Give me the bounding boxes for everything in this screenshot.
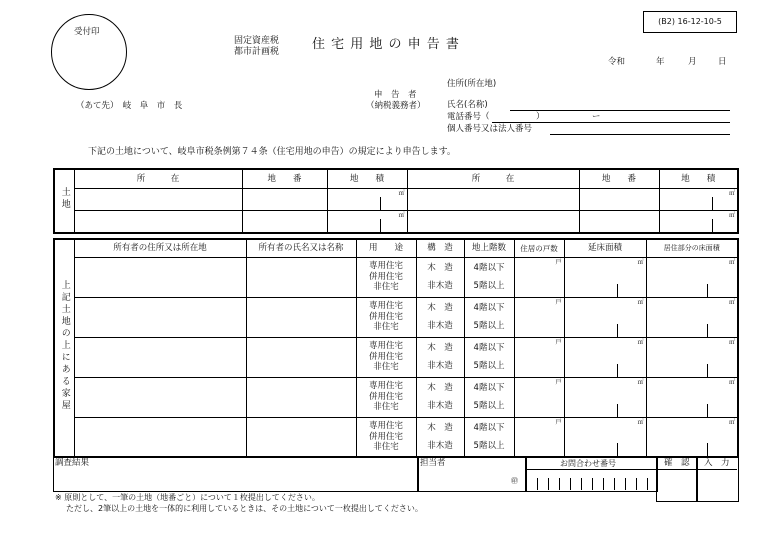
house-header-owner-address: 所有者の住所又は所在地 — [74, 239, 246, 257]
note-2: ただし、2筆以上の土地を一体的に利用しているときは、その土地について一枚提出してください。 — [66, 504, 423, 513]
land-area-input[interactable]: ㎡ — [327, 189, 407, 211]
owner-address-input[interactable] — [74, 337, 246, 377]
staff-label: 担当者 — [420, 458, 446, 468]
structure-options[interactable]: 木 造 非木造 — [416, 257, 464, 297]
date-day: 日 — [718, 57, 727, 67]
date-year: 年 — [656, 57, 665, 67]
reception-stamp-circle — [51, 14, 127, 90]
inquiry-divider — [525, 469, 656, 470]
house-header-owner-name: 所有者の氏名又は名称 — [246, 239, 356, 257]
residential-area-input[interactable]: ㎡ — [646, 377, 738, 417]
phone-close: ） — [536, 112, 545, 122]
owner-address-input[interactable] — [74, 297, 246, 337]
use-options[interactable]: 専用住宅 併用住宅 非住宅 — [356, 257, 416, 297]
residential-area-input[interactable]: ㎡ — [646, 297, 738, 337]
digit-tick — [592, 478, 593, 490]
use-options[interactable]: 専用住宅 併用住宅 非住宅 — [356, 297, 416, 337]
id-number-label: 個人番号又は法人番号 — [447, 124, 533, 134]
house-header-structure: 構 造 — [416, 239, 464, 257]
owner-name-input[interactable] — [246, 337, 356, 377]
structure-options[interactable]: 木 造 非木造 — [416, 417, 464, 457]
document-title: 住 宅 用 地 の 申 告 書 — [312, 37, 460, 52]
digit-tick — [537, 478, 538, 490]
households-input[interactable]: 戸 — [514, 377, 564, 417]
land-location-input-3[interactable] — [74, 211, 242, 233]
structure-options[interactable]: 木 造 非木造 — [416, 337, 464, 377]
survey-result-box[interactable] — [53, 457, 419, 492]
confirm-label: 確 認 — [664, 458, 690, 468]
land-header-lot-number-2: 地 番 — [579, 169, 659, 189]
house-header-households: 住居の戸数 — [514, 239, 564, 257]
floor-options[interactable]: 4階以下 5階以上 — [464, 377, 514, 417]
id-number-underline — [550, 134, 730, 135]
house-header-floors: 地上階数 — [464, 239, 514, 257]
digit-tick — [581, 478, 582, 490]
intro-statement: 下記の土地について、岐阜市税条例第７４条（住宅用地の申告）の規定により申告します。 — [88, 147, 456, 157]
house-side-label: 上記土地の上にある家屋 — [54, 239, 74, 457]
floor-area-input[interactable]: ㎡ — [564, 257, 646, 297]
house-header-total-floor-area: 延床面積 — [564, 239, 646, 257]
land-side-label: 土地 — [54, 169, 74, 233]
house-row — [54, 257, 738, 297]
land-header-area-2: 地 積 — [659, 169, 738, 189]
house-header-use: 用 途 — [356, 239, 416, 257]
digit-tick — [603, 478, 604, 490]
house-row — [54, 417, 738, 457]
floor-area-input[interactable]: ㎡ — [564, 297, 646, 337]
households-input[interactable]: 戸 — [514, 337, 564, 377]
tax-type-city-planning: 都市計画税 — [234, 47, 280, 57]
use-options[interactable]: 専用住宅 併用住宅 非住宅 — [356, 377, 416, 417]
house-row — [54, 297, 738, 337]
owner-address-input[interactable] — [74, 257, 246, 297]
owner-name-input[interactable] — [246, 297, 356, 337]
digit-tick — [636, 478, 637, 490]
addressee: （あて先） 岐 阜 市 長 — [76, 101, 183, 111]
phone-label: 電話番号（ — [447, 112, 490, 122]
owner-name-input[interactable] — [246, 257, 356, 297]
floor-options[interactable]: 4階以下 5階以上 — [464, 297, 514, 337]
land-lot-input-2[interactable] — [579, 189, 659, 211]
digit-tick — [614, 478, 615, 490]
floor-area-input[interactable]: ㎡ — [564, 417, 646, 457]
land-location-input[interactable] — [74, 189, 242, 211]
land-area-input-3[interactable]: ㎡ — [327, 211, 407, 233]
floor-area-input[interactable]: ㎡ — [564, 377, 646, 417]
tax-type-fixed-asset: 固定資産税 — [234, 36, 280, 46]
use-options[interactable]: 専用住宅 併用住宅 非住宅 — [356, 417, 416, 457]
house-header-residential-area: 居住部分の床面積 — [646, 239, 738, 257]
land-lot-input-3[interactable] — [242, 211, 327, 233]
house-row — [54, 377, 738, 417]
name-label: 氏名(名称) — [447, 100, 488, 110]
land-lot-input[interactable] — [242, 189, 327, 211]
land-header-location-2: 所 在 — [407, 169, 579, 189]
land-area-input-2[interactable]: ㎡ — [659, 189, 738, 211]
seal-mark: ㊞ — [511, 477, 518, 485]
address-label: 住所(所在地) — [447, 79, 497, 89]
floor-options[interactable]: 4階以下 5階以上 — [464, 337, 514, 377]
residential-area-input[interactable]: ㎡ — [646, 417, 738, 457]
date-month: 月 — [688, 57, 697, 67]
land-header-area: 地 積 — [327, 169, 407, 189]
digit-tick — [570, 478, 571, 490]
land-header-location: 所 在 — [74, 169, 242, 189]
taxpayer-label: （納税義務者） — [366, 101, 426, 111]
phone-dash: ー — [592, 112, 601, 122]
date-era: 令和 — [608, 57, 626, 67]
land-location-input-4[interactable] — [407, 211, 579, 233]
land-table — [53, 168, 739, 234]
land-area-input-4[interactable]: ㎡ — [659, 211, 738, 233]
owner-name-input[interactable] — [246, 417, 356, 457]
digit-tick — [548, 478, 549, 490]
phone-underline — [492, 122, 730, 123]
house-table — [53, 238, 739, 458]
digit-tick — [625, 478, 626, 490]
house-row — [54, 337, 738, 377]
residential-area-input[interactable]: ㎡ — [646, 337, 738, 377]
land-header-lot-number: 地 番 — [242, 169, 327, 189]
households-input[interactable]: 戸 — [514, 297, 564, 337]
inquiry-number-label: お問合わせ番号 — [560, 459, 616, 468]
structure-options[interactable]: 木 造 非木造 — [416, 297, 464, 337]
structure-options[interactable]: 木 造 非木造 — [416, 377, 464, 417]
stamp-label: 受付印 — [74, 27, 100, 37]
households-input[interactable]: 戸 — [514, 257, 564, 297]
residential-area-input[interactable]: ㎡ — [646, 257, 738, 297]
digit-tick — [559, 478, 560, 490]
floor-options[interactable]: 4階以下 5階以上 — [464, 417, 514, 457]
owner-address-input[interactable] — [74, 417, 246, 457]
land-location-input-2[interactable] — [407, 189, 579, 211]
floor-options[interactable]: 4階以下 5階以上 — [464, 257, 514, 297]
input-label: 入 力 — [704, 458, 730, 468]
digit-tick — [647, 478, 648, 490]
survey-result-label: 調査結果 — [55, 458, 90, 468]
form-code-box: (B2) 16-12-10-5 — [643, 11, 737, 33]
floor-area-input[interactable]: ㎡ — [564, 337, 646, 377]
owner-address-input[interactable] — [74, 377, 246, 417]
name-underline — [510, 110, 730, 111]
declarant-label: 申 告 者 — [374, 90, 417, 100]
households-input[interactable]: 戸 — [514, 417, 564, 457]
note-1: ※ 原則として、一筆の土地（地番ごと）について１枚提出してください。 — [55, 493, 320, 502]
land-lot-input-4[interactable] — [579, 211, 659, 233]
owner-name-input[interactable] — [246, 377, 356, 417]
use-options[interactable]: 専用住宅 併用住宅 非住宅 — [356, 337, 416, 377]
